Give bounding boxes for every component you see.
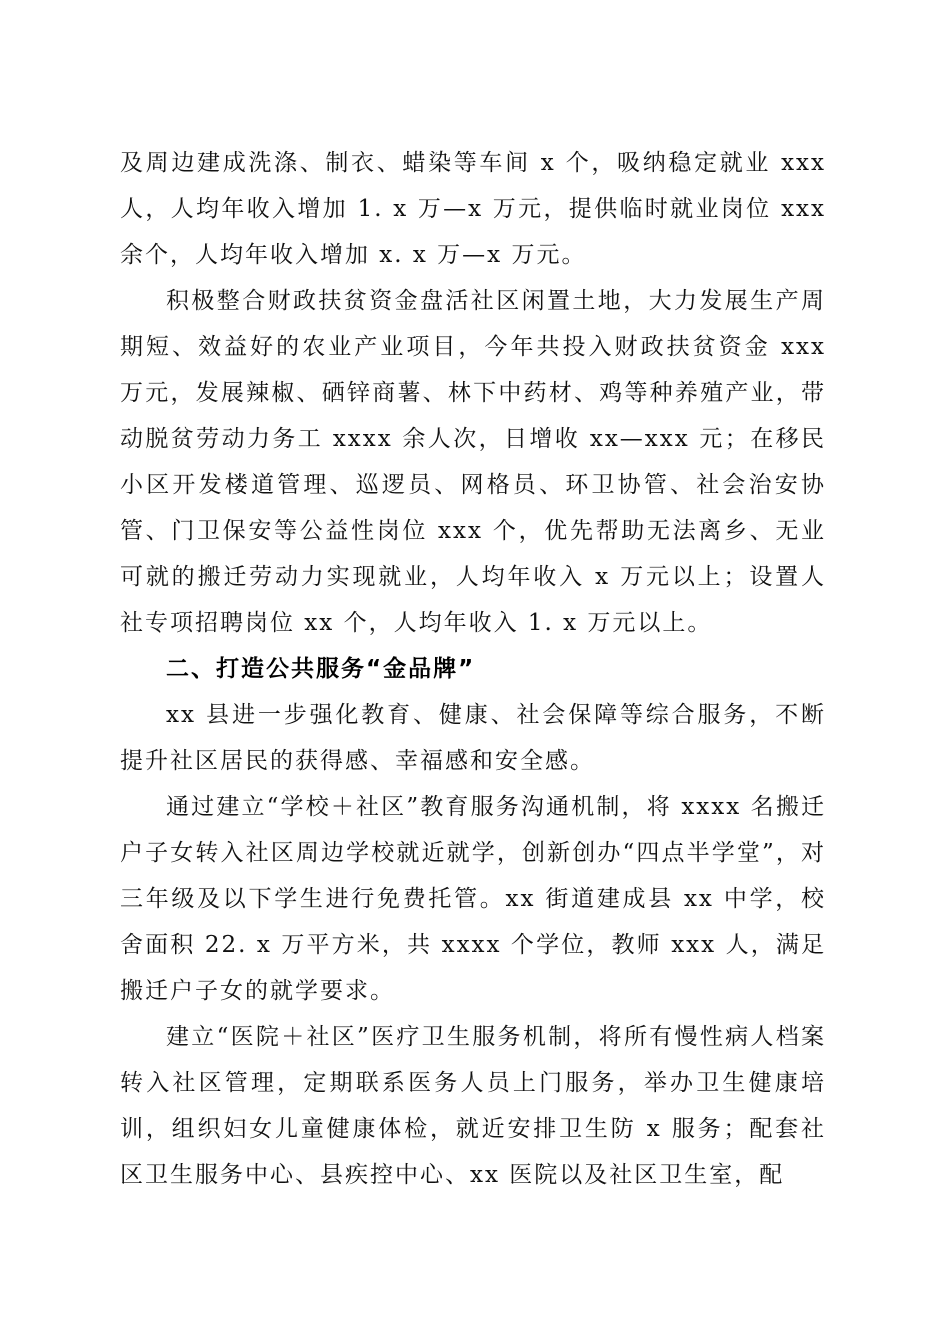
paragraph-healthcare: 建立“医院＋社区”医疗卫生服务机制，将所有慢性病人档案转入社区管理，定期联系医务人员上门服务，举办卫生健康培训，组织妇女儿童健康体检，就近安排卫生防 x 服务；配套社区卫生服务中心、县疾控中心、xx 医院以及社区卫生室，配	[120, 1024, 826, 1188]
paragraph-education: 通过建立“学校＋社区”教育服务沟通机制，将 xxxx 名搬迁户子女转入社区周边学校就近就学，创新创办“四点半学堂”，对三年级及以下学生进行免费托管。xx 街道建成县 xx 中学，校舍面积 22. x 万平方米，共 xxxx 个学位，教师 xxx 人，满足搬迁户子女的就学要求。	[120, 794, 826, 1004]
paragraph-services-intro: xx 县进一步强化教育、健康、社会保障等综合服务，不断提升社区居民的获得感、幸福感和安全感。	[120, 702, 826, 774]
document-body	[120, 140, 826, 1198]
paragraph-fiscal-funds: 积极整合财政扶贫资金盘活社区闲置土地，大力发展生产周期短、效益好的农业产业项目，今年共投入财政扶贫资金 xxx 万元，发展辣椒、硒锌商薯、林下中药材、鸡等种养殖产业，带动脱贫劳动力务工 xxxx 余人次，日增收 xx—xxx 元；在移民小区开发楼道管理、巡逻员、网格员、环卫协管、社会治安协管、门卫保安等公益性岗位 xxx 个，优先帮助无法离乡、无业可就的搬迁劳动力实现就业，人均年收入 x 万元以上；设置人社专项招聘岗位 xx 个，人均年收入 1. x 万元以上。	[120, 288, 826, 636]
paragraph-continuation: 及周边建成洗涤、制衣、蜡染等车间 x 个，吸纳稳定就业 xxx 人，人均年收入增加 1. x 万—x 万元，提供临时就业岗位 xxx 余个，人均年收入增加 x. x 万—x 万元。	[120, 150, 826, 268]
section-heading: 二、打造公共服务“金品牌”	[166, 656, 476, 682]
